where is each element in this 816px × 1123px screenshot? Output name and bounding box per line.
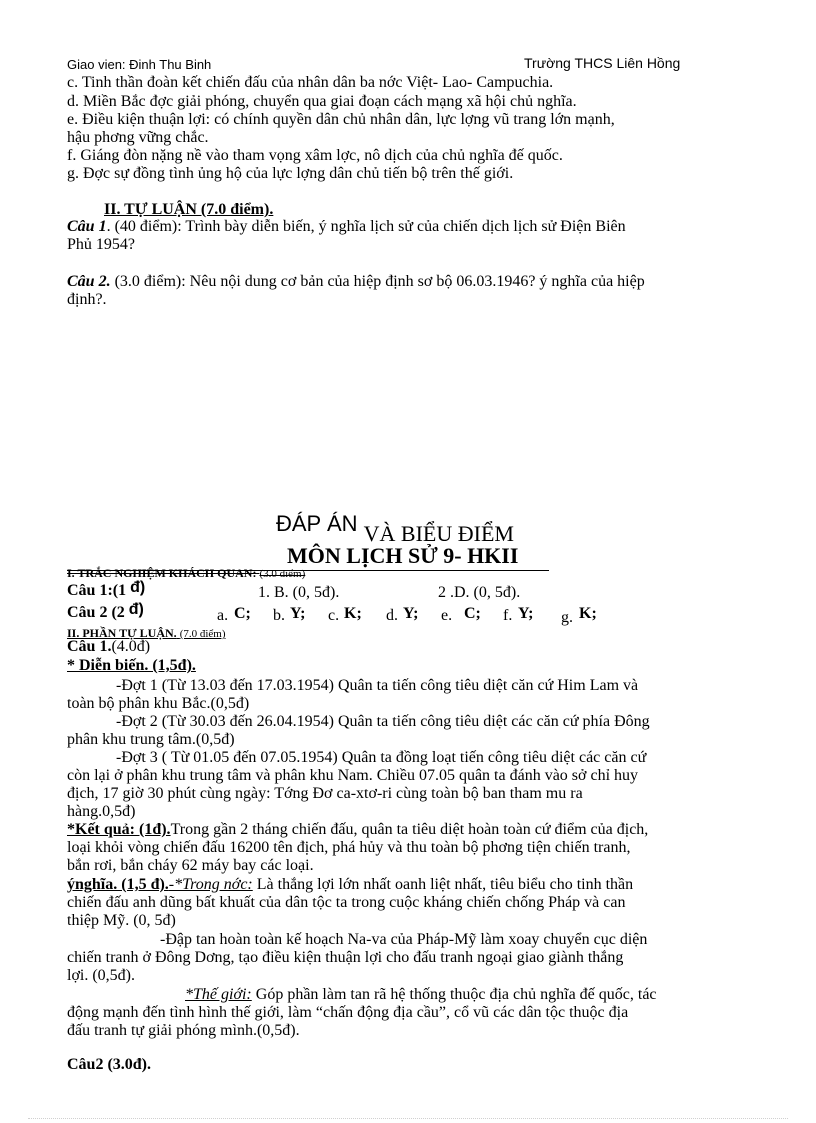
essay-question-1-cont: Phủ 1954? [67, 236, 135, 253]
mc-question-1-label: Câu 1:(1 [67, 582, 127, 599]
mc-question-1 [67, 579, 146, 600]
answer-value-d: Y; [403, 605, 419, 622]
cau-1-heading [67, 638, 150, 656]
question-1-text: . (40 điểm): Trình bày diễn biến, ý nghĩa lịch sử của chiến dịch lịch sử Điện Biên [106, 218, 626, 235]
school-name: Trường THCS Liên Hồng [524, 55, 681, 71]
cau-1-points: (4.0đ) [111, 638, 151, 655]
dot-3-line-2: còn lại ở phân khu trung tâm và phân khu Nam. Chiều 07.05 quân ta đánh vào sở chỉ huy [67, 767, 639, 784]
mc-question-2-label: Câu 2 (2 [67, 604, 125, 621]
answer-value-f: Y; [518, 605, 534, 622]
dot-3-line-1: -Đợt 3 ( Từ 01.05 đến 07.05.1954) Quân ta đồng loạt tiến công tiêu diệt các căn cứ [116, 749, 647, 766]
essay-question-2 [67, 273, 645, 291]
ket-qua-line-3: bắn rơi, bắn cháy 62 máy bay các loại. [67, 857, 314, 874]
page-bottom-rule [28, 1118, 788, 1119]
the-gioi-text: Góp phần làm tan rã hệ thống thuộc địa chủ nghĩa đế quốc, tác [251, 986, 657, 1003]
answer-key-title [276, 511, 514, 546]
list-item-g: g. Đợc sự đồng tình ủng hộ của lực lợng dân chủ tiến bộ trên thế giới. [67, 165, 514, 182]
ket-qua-text: Trong gần 2 tháng chiến đấu, quân ta tiêu diệt hoàn toàn cứ điểm của địch, [170, 821, 649, 838]
section-2-label: II. PHẦN TỰ LUẬN. [67, 626, 177, 640]
section-2-points: (7.0 điểm) [179, 628, 226, 640]
list-item-e-cont: hậu phơng vững chắc. [67, 129, 209, 146]
dot-3-line-3: địch, 17 giờ 30 phút cùng ngày: Tớng Đơ ca-xtơ-ri cùng toàn bộ ban tham mu ra [67, 785, 583, 802]
answer-value-c: K; [344, 605, 362, 622]
answer-key-f: f. [503, 607, 513, 624]
answer-value-a: C; [234, 605, 251, 622]
answer-key-title-main: ĐÁP ÁN [276, 511, 358, 536]
section-1-rule [67, 570, 549, 571]
trong-nuoc-label: -*Trong nớc: [168, 876, 253, 893]
answer-key-e: e. [441, 607, 453, 624]
dot-2-line-1: -Đợt 2 (Từ 30.03 đến 26.04.1954) Quân ta tiến công tiêu diệt các căn cứ phía Đông [116, 713, 650, 730]
list-item-c: c. Tinh thần đoàn kết chiến đấu của nhân dân ba nớc Việt- Lao- Campuchia. [67, 74, 554, 91]
teacher-name: Giao vien: Đinh Thu Binh [67, 57, 212, 72]
mc-question-1-unit: đ) [130, 579, 146, 596]
the-gioi-label: *Thế giới: [185, 986, 252, 1003]
section-1-heading [67, 564, 305, 583]
list-item-d: d. Miền Bắc đợc giải phóng, chuyển qua giai đoạn cách mạng xã hội chủ nghĩa. [67, 93, 577, 110]
question-2-label: Câu 2. [67, 273, 111, 290]
question-1-label: Câu 1 [67, 218, 107, 235]
dot-1-line-2: toàn bộ phân khu Bắc.(0,5đ) [67, 695, 250, 712]
essay-question-2-cont: định?. [67, 291, 107, 308]
the-gioi-line-1 [185, 986, 657, 1004]
answer-key-g: g. [561, 609, 573, 626]
essay-heading: II. TỰ LUẬN (7.0 điểm). [104, 201, 274, 218]
y-nghia-label: ýnghĩa. (1,5 đ). [67, 876, 169, 893]
answer-value-b: Y; [290, 605, 306, 622]
essay-question-1 [67, 218, 626, 236]
section-1-label: I. TRẮC NGHIỆM KHÁCH QUAN: [67, 566, 257, 580]
list-item-f: f. Giáng đòn nặng nề vào tham vọng xâm lợc, nô dịch của chủ nghĩa đế quốc. [67, 147, 563, 164]
answer-key-d: d. [386, 607, 398, 624]
dap-tan-line-3: lợi. (0,5đ). [67, 967, 136, 984]
section-1-points: (3.0 điểm) [259, 568, 306, 580]
answer-key-b: b. [273, 607, 285, 624]
cau-1-label: Câu 1. [67, 638, 112, 655]
subject-title: MÔN LỊCH SỬ 9- HKII [287, 543, 519, 568]
answer-key-c: c. [328, 607, 340, 624]
dien-bien-heading: * Diễn biến. (1,5đ). [67, 657, 196, 674]
the-gioi-line-3: đấu tranh tự giải phóng mình.(0,5đ). [67, 1022, 300, 1039]
dot-2-line-2: phân khu trung tâm.(0,5đ) [67, 731, 235, 748]
list-item-e: e. Điều kiện thuận lợi: có chính quyền dân chủ nhân dân, lực lợng vũ trang lớn mạnh, [67, 111, 615, 128]
dap-tan-line-2: chiến tranh ở Đông Dơng, tạo điều kiện thuận lợi cho đấu tranh ngoại giao giành thắng [67, 949, 624, 966]
answer-value-e: C; [464, 605, 481, 622]
ket-qua-line-1 [67, 821, 648, 839]
y-nghia-line-1 [67, 876, 633, 894]
answer-value-g: K; [579, 605, 597, 622]
mc-question-2 [67, 601, 144, 622]
dot-1-line-1: -Đợt 1 (Từ 13.03 đến 17.03.1954) Quân ta tiến công tiêu diệt căn cứ Him Lam và [116, 677, 639, 694]
the-gioi-line-2: động mạnh đến tình hình thế giới, làm “chấn động địa cầu”, cổ vũ các dân tộc thuộc địa [67, 1004, 629, 1021]
mc-question-2-unit: đ) [128, 601, 144, 618]
mc-answer-1: 1. B. (0, 5đ). [258, 584, 340, 601]
mc-answer-2: 2 .D. (0, 5đ). [438, 584, 521, 601]
y-nghia-line-2: chiến đấu anh dũng bất khuất của dân tộc ta trong cuộc kháng chiến chống Pháp và can [67, 894, 626, 911]
answer-key-a: a. [217, 607, 229, 624]
answer-key-title-sub: VÀ BIỂU ĐIỂM [363, 521, 514, 546]
ket-qua-label: *Kết quả: (1đ). [67, 821, 171, 838]
question-2-text: (3.0 điểm): Nêu nội dung cơ bản của hiệp định sơ bộ 06.03.1946? ý nghĩa của hiệp [110, 273, 645, 290]
cau-2-heading: Câu2 (3.0đ). [67, 1056, 152, 1073]
y-nghia-text: Là thắng lợi lớn nhất oanh liệt nhất, tiêu biểu cho tinh thần [252, 876, 634, 893]
ket-qua-line-2: loại khỏi vòng chiến đấu 16200 tên địch, phá hủy và thu toàn bộ phơng tiện chiến tranh, [67, 839, 631, 856]
dap-tan-line-1: -Đập tan hoàn toàn kế hoạch Na-va của Pháp-Mỹ làm xoay chuyển cục diện [160, 931, 648, 948]
dot-3-line-4: hàng.0,5đ) [67, 803, 136, 820]
y-nghia-line-3: thiệp Mỹ. (0, 5đ) [67, 912, 176, 929]
